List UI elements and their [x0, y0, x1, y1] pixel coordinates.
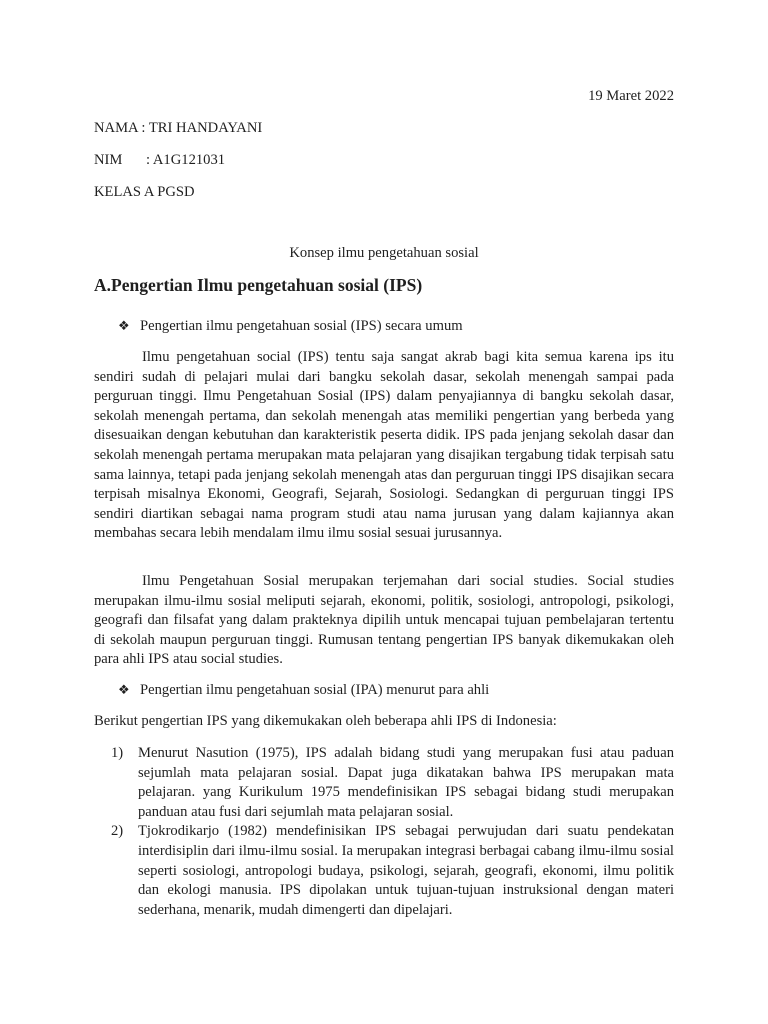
bullet-item-general	[118, 318, 463, 335]
document-title: Konsep ilmu pengetahuan sosial	[289, 245, 479, 261]
paragraph-1-text: Ilmu pengetahuan social (IPS) tentu saja sangat akrab bagi kita semua karena ips itu sendiri sudah di pelajari mulai dari bangku sekolah dasar, sekolah menengah sampai pada perguruan tinggi. Ilmu Pengetahuan Sosial (IPS) dalam penyajiannya di bangku sekolah dasar, sekolah menengah pertama, dan sekolah menengah atas memiliki pengertian yang berbeda yang disesuaikan dengan kebutuhan dan karakteristik peserta didik. IPS pada jenjang sekolah dasar dan sekolah menengah pertama merupakan mata pelajaran yang disajikan tergabung tidak terpisah satu sama lainnya, tetapi pada jenjang sekolah menengah atas dan perguruan tinggi IPS disajikan secara terpisah misalnya Ekonomi, Geografi, Sejarah, Sosiologi. Sedangkan di perguruan tinggi IPS sendiri diartikan sebagai nama program studi atau nama jurusan yang dalam kajiannya akan membahas secara lebih mendalam ilmu ilmu sosial sesuai jurusannya.	[94, 349, 674, 542]
list-item	[94, 744, 674, 822]
expert-definitions-list	[94, 744, 674, 920]
bullet-text: Pengertian ilmu pengetahuan sosial (IPA) menurut para ahli	[140, 682, 490, 698]
section-heading: A.Pengertian Ilmu pengetahuan sosial (IPS)	[94, 275, 423, 295]
list-item-number: 2)	[111, 823, 124, 840]
list-item-text: Tjokrodikarjo (1982) mendefinisikan IPS sebagai perwujudan dari suatu pendekatan interdisiplin dari ilmu-ilmu sosial. Ia merupakan integrasi berbagai cabang ilmu-ilmu sosial seperti sosiologi, antropologi budaya, psikologi, sejarah, geografi, ekonomi, ilmu politik dan ekologi manusia. IPS dipolakan untuk tujuan-tujuan instruksional dengan materi sederhana, menarik, mudah dimengerti dan dipelajari.	[138, 823, 674, 918]
list-item-number: 1)	[111, 745, 124, 761]
bullet-item-experts	[118, 682, 489, 699]
diamond-bullet-icon: ❖	[118, 683, 130, 698]
list-intro: Berikut pengertian IPS yang dikemukakan oleh beberapa ahli IPS di Indonesia:	[94, 713, 557, 729]
student-nim	[94, 152, 225, 169]
diamond-bullet-icon: ❖	[118, 319, 130, 334]
list-item	[94, 822, 674, 920]
paragraph-2	[94, 572, 674, 670]
list-item-text: Menurut Nasution (1975), IPS adalah bidang studi yang merupakan fusi atau paduan sejumlah mata pelajaran sosial. Dapat juga dikatakan bahwa IPS merupakan mata pelajaran. yang Kurikulum 1975 mendefinisikan IPS sebagai bidang studi merupakan panduan atau fusi dari sejumlah mata pelajaran sosial.	[138, 745, 674, 820]
nim-label: NIM	[94, 152, 123, 168]
paragraph-1	[94, 348, 674, 544]
bullet-text: Pengertian ilmu pengetahuan sosial (IPS) secara umum	[140, 318, 463, 334]
nim-value: : A1G121031	[146, 152, 226, 168]
student-class: KELAS A PGSD	[94, 184, 195, 200]
document-date: 19 Maret 2022	[588, 88, 674, 104]
student-name: NAMA : TRI HANDAYANI	[94, 120, 263, 136]
paragraph-2-text: Ilmu Pengetahuan Sosial merupakan terjemahan dari social studies. Social studies merupakan ilmu-ilmu sosial meliputi sejarah, ekonomi, politik, sosiologi, antropologi, psikologi, geografi dan filsafat yang dalam prakteknya dipilih untuk mencapai tujuan pembelajaran tertentu di sekolah maupun perguruan tinggi. Rumusan tentang pengertian IPS banyak dikemukakan oleh para ahli IPS atau social studies.	[94, 573, 674, 668]
